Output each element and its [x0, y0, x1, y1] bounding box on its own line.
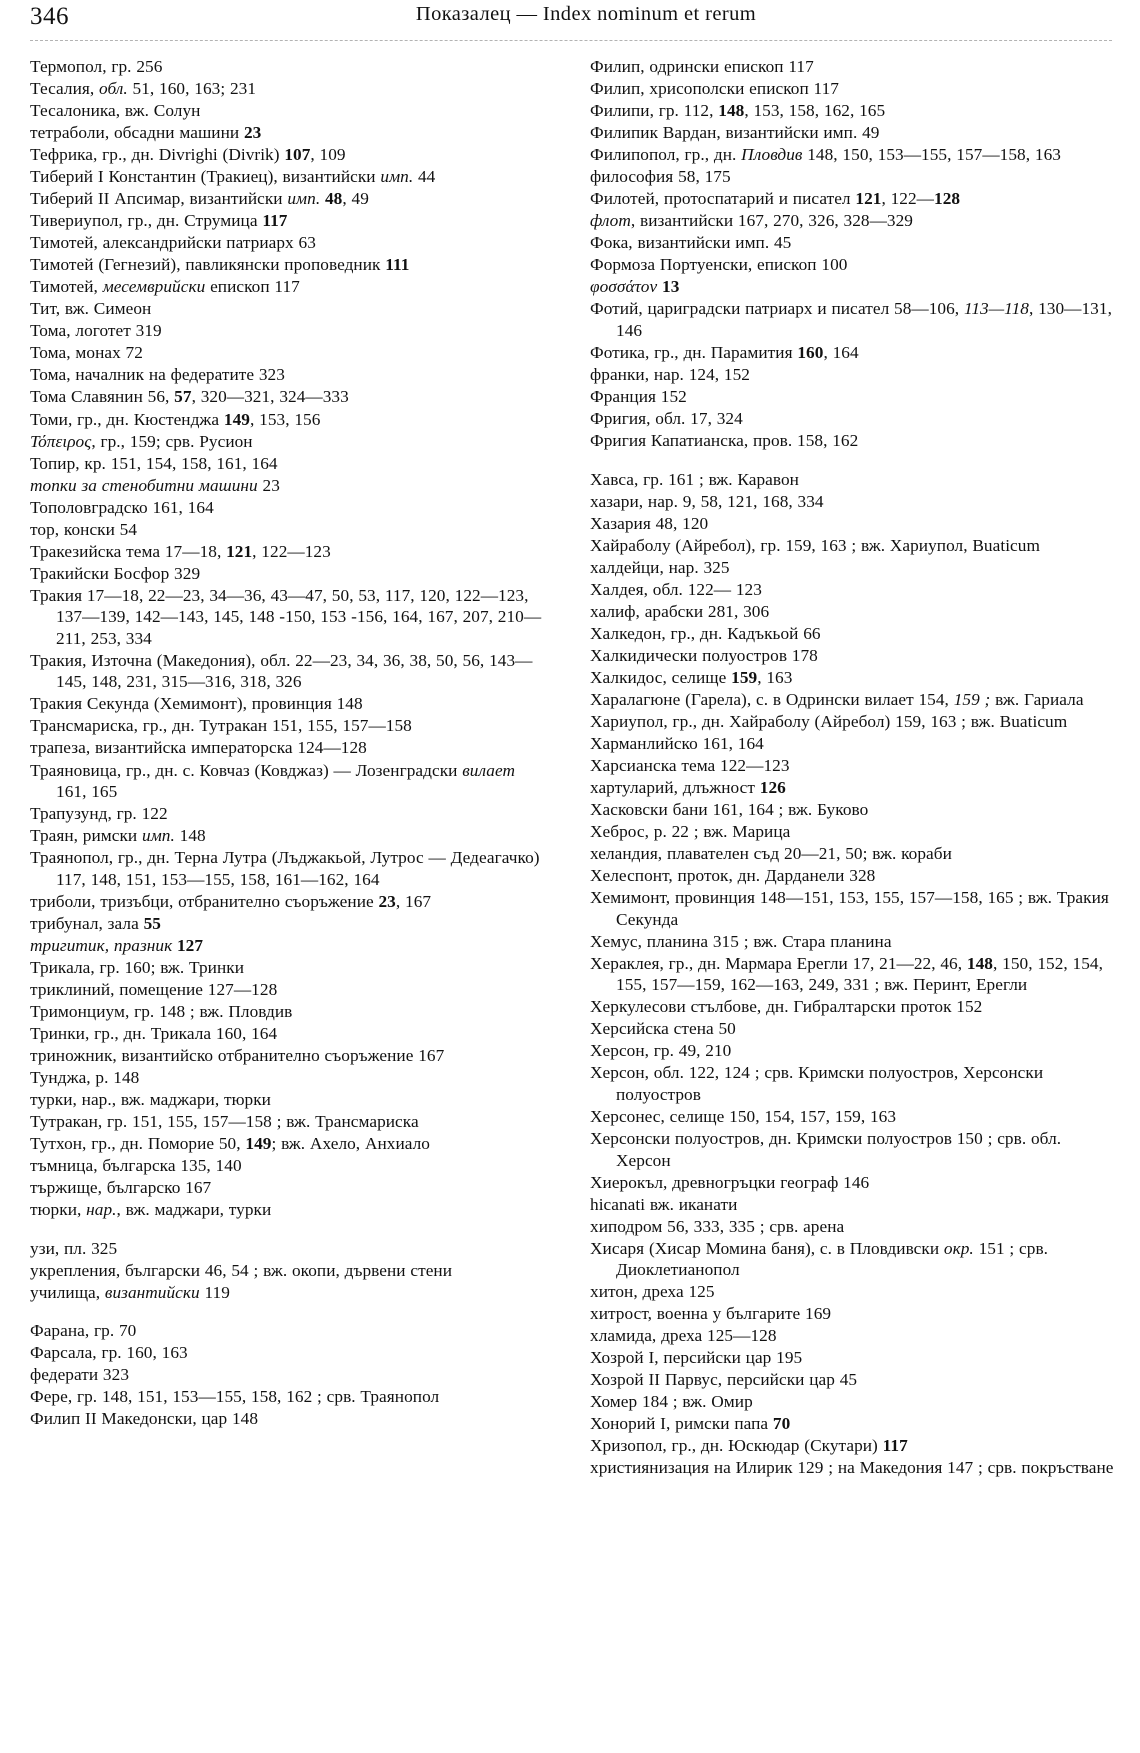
- index-entry: Фригия Капатианска, пров. 158, 162: [590, 431, 859, 451]
- index-entry: Филипик Вардан, византийски имп. 49: [590, 123, 880, 143]
- index-entry: тържище, българско 167: [30, 1178, 212, 1198]
- index-entry: халдейци, нар. 325: [590, 557, 730, 577]
- index-entry: училища, византийски 119: [30, 1282, 230, 1302]
- index-entry: Трансмариска, гр., дн. Тутракан 151, 155, 157—158: [30, 716, 412, 736]
- index-entry: Τόπειρος, гр., 159; срв. Русион: [30, 431, 253, 451]
- index-entry: Халдея, обл. 122— 123: [590, 579, 762, 599]
- index-entry: Фотий, цариградски патриарх и писател 58—106, 113—118, 130—131, 146: [590, 299, 1112, 340]
- index-entry: трибунал, зала 55: [30, 913, 161, 933]
- index-entry: Фарсала, гр. 160, 163: [30, 1343, 188, 1363]
- index-entry: Филотей, протоспатарий и писател 121, 122—128: [590, 189, 961, 209]
- left-column: [30, 56, 572, 1753]
- index-entry: Хазария 48, 120: [590, 513, 709, 533]
- index-entry: триклиний, помещение 127—128: [30, 979, 278, 999]
- index-entry: Хисаря (Хисар Момина баня), с. в Пловдивски окр. 151 ; срв. Диоклетианопол: [590, 1238, 1049, 1280]
- index-entry: Херсон, гр. 49, 210: [590, 1041, 732, 1061]
- index-entry: Филипопол, гр., дн. Пловдив 148, 150, 153—155, 157—158, 163: [590, 145, 1061, 165]
- index-entry: Хавса, гр. 161 ; вж. Каравон: [590, 469, 799, 489]
- index-entry: хазари, нар. 9, 58, 121, 168, 334: [590, 491, 824, 511]
- index-entry: Филип, одрински епископ 117: [590, 57, 814, 76]
- index-entry: Тефрика, гр., дн. Divrighi (Divrik) 107, 109: [30, 145, 346, 165]
- running-title: Показалец — Index nominum et rerum: [415, 3, 757, 25]
- index-entry: триножник, византийско отбранително съоръжение 167: [30, 1045, 445, 1065]
- index-entry: Филипи, гр. 112, 148, 153, 158, 162, 165: [590, 101, 886, 121]
- index-entry: тригитик, празник 127: [30, 935, 204, 955]
- index-entry: хитон, дреха 125: [590, 1282, 715, 1302]
- index-entry: Тракезийска тема 17—18, 121, 122—123: [30, 541, 331, 561]
- page-number: 346: [30, 3, 69, 30]
- index-entry: Филип, хрисополски епископ 117: [590, 79, 839, 99]
- index-entry: Хелеспонт, проток, дн. Дарданели 328: [590, 866, 876, 886]
- index-entry: Тринки, гр., дн. Трикала 160, 164: [30, 1023, 278, 1043]
- index-entry: Тунджа, р. 148: [30, 1067, 140, 1087]
- index-entry: хеландия, плавателен съд 20—21, 50; вж. кораби: [590, 844, 952, 864]
- index-entry: Хонорий I, римски папа 70: [590, 1414, 791, 1434]
- index-entry: Трапузунд, гр. 122: [30, 804, 168, 824]
- index-entry: философия 58, 175: [590, 167, 731, 187]
- index-entry: Халкидически полуостров 178: [590, 645, 818, 665]
- index-entry: Фарана, гр. 70: [30, 1321, 137, 1341]
- index-entry: φοσσάτον 13: [590, 277, 680, 297]
- index-entry: хиподром 56, 333, 335 ; срв. арена: [590, 1216, 845, 1236]
- index-entry: Фере, гр. 148, 151, 153—155, 158, 162 ; срв. Траянопол: [30, 1387, 440, 1407]
- index-entry: Хераклея, гр., дн. Мармара Ерегли 17, 21—22, 46, 148, 150, 152, 154, 155, 157—159, 162—163, 249, 331 ; вж. Перинт, Ерегли: [590, 953, 1103, 995]
- index-entry: Фока, византийски имп. 45: [590, 233, 792, 253]
- index-entry: Трaяновица, гр., дн. с. Ковчаз (Ковджаз) — Лозенградски вилает 161, 165: [30, 760, 515, 802]
- index-entry: Херсонски полуостров, дн. Кримски полуостров 150 ; срв. обл. Херсон: [590, 1129, 1062, 1170]
- index-entry: Тимотей, месемврийски епископ 117: [30, 277, 300, 297]
- index-entry: Тесалоника, вж. Солун: [30, 101, 201, 121]
- index-entry: Томи, гр., дн. Кюстенджа 149, 153, 156: [30, 409, 321, 429]
- index-entry: Хариупол, гр., дн. Хайраболу (Айребол) 159, 163 ; вж. Buaticum: [590, 711, 1068, 731]
- index-entry: Формоза Портуенски, епископ 100: [590, 255, 848, 275]
- index-entry: Херсонес, селище 150, 154, 157, 159, 163: [590, 1106, 897, 1126]
- index-entry: узи, пл. 325: [30, 1238, 118, 1258]
- index-entry: Тракия, Източна (Македония), обл. 22—23, 34, 36, 38, 50, 56, 143—145, 148, 231, 315—316, 318, 326: [30, 650, 533, 692]
- index-entry: флот, византийски 167, 270, 326, 328—329: [590, 211, 913, 231]
- index-entry: халиф, арабски 281, 306: [590, 601, 770, 621]
- index-entry: тетраболи, обсадни машини 23: [30, 123, 262, 143]
- index-entry: Тракия Секунда (Хемимонт), провинция 148: [30, 694, 363, 714]
- index-entry: Тесалия, обл. 51, 160, 163; 231: [30, 79, 257, 99]
- index-entry: триболи, тризъбци, отбранително съоръжение 23, 167: [30, 891, 432, 911]
- index-entry: Тутхон, гр., дн. Поморие 50, 149; вж. Ахело, Анхиало: [30, 1134, 431, 1154]
- index-entry: Хайраболу (Айребол), гр. 159, 163 ; вж. Хариупол, Buaticum: [590, 535, 1040, 555]
- index-entry: Фригия, обл. 17, 324: [590, 409, 743, 428]
- index-entry: укрепления, български 46, 54 ; вж. окопи, дървени стени: [30, 1260, 453, 1280]
- index-entry: Тимотей, александрийски патриарх 63: [30, 233, 316, 253]
- index-entry: Херкулесови стълбове, дн. Гибралтарски проток 152: [590, 997, 983, 1017]
- index-entry: Тивериупол, гр., дн. Струмица 117: [30, 211, 288, 231]
- index-entry: хламида, дреха 125—128: [590, 1326, 777, 1346]
- index-entry: турки, нар., вж. маджари, тюрки: [30, 1089, 271, 1109]
- index-entry: хартуларий, длъжност 126: [590, 778, 786, 797]
- index-entry: тор, конски 54: [30, 519, 138, 539]
- index-entry: Хозрой II Парвус, персийски цар 45: [590, 1370, 858, 1390]
- index-entry: християнизация на Илирик 129 ; на Македония 147 ; срв. покръстване: [590, 1458, 1114, 1478]
- index-entry: Тит, вж. Симеон: [30, 299, 152, 319]
- index-entry: Хозрой I, персийски цар 195: [590, 1348, 803, 1368]
- index-entry: Топир, кр. 151, 154, 158, 161, 164: [30, 453, 278, 473]
- index-entry: Тополовградско 161, 164: [30, 497, 214, 517]
- index-entry: Тома, монах 72: [30, 343, 143, 363]
- index-entry: Хемимонт, провинция 148—151, 153, 155, 157—158, 165 ; вж. Тракия Секунда: [590, 888, 1109, 929]
- index-entry: Хасковски бани 161, 164 ; вж. Буково: [590, 800, 869, 820]
- index-entry: Харсианска тема 122—123: [590, 755, 790, 775]
- index-entry: Херсон, обл. 122, 124 ; срв. Кримски полуостров, Херсонски полуостров: [590, 1063, 1044, 1104]
- index-entry: Харманлийско 161, 164: [590, 733, 764, 753]
- index-entry: Тракийски Босфор 329: [30, 563, 201, 583]
- index-entry: Тиберий I Константин (Тракиец), византийски имп. 44: [30, 167, 436, 187]
- index-entry: федерати 323: [30, 1365, 130, 1385]
- index-entry: hicanati вж. иканати: [590, 1194, 738, 1214]
- index-entry: Фотика, гр., дн. Парамития 160, 164: [590, 342, 859, 362]
- index-entry: Хеброс, р. 22 ; вж. Марица: [590, 822, 791, 842]
- index-entry: Хризопол, гр., дн. Юскюдар (Скутари) 117: [590, 1436, 908, 1456]
- index-entry: тюрки, нар., вж. маджари, турки: [30, 1200, 272, 1220]
- index-entry: трапеза, византийска императорска 124—128: [30, 738, 367, 758]
- index-entry: Тракия 17—18, 22—23, 34—36, 43—47, 50, 53, 117, 120, 122—123, 137—139, 142—143, 145, 148 -150, 153 -156, 164, 167, 207, 210—211, 253, 334: [30, 585, 542, 648]
- index-entry: Тома Славянин 56, 57, 320—321, 324—333: [30, 387, 349, 407]
- index-entry: Хемус, планина 315 ; вж. Стара планина: [590, 931, 892, 951]
- index-entry: Тимотей (Гегнезий), павликянски проповедник 111: [30, 255, 410, 275]
- page-header: [0, 0, 1140, 44]
- index-entry: Тиберий II Апсимар, византийски имп. 48, 49: [30, 189, 369, 209]
- index-entry: Трикала, гр. 160; вж. Тринки: [30, 957, 245, 977]
- index-entry: Тримонциум, гр. 148 ; вж. Пловдив: [30, 1001, 293, 1021]
- index-entry: Филип II Македонски, цар 148: [30, 1409, 259, 1429]
- index-entry: хитрост, военна у българите 169: [590, 1304, 832, 1324]
- index-entry: Харалагюне (Гарела), с. в Одрински вилает 154, 159 ; вж. Гариала: [590, 689, 1084, 709]
- index-entry: Тома, началник на федератите 323: [30, 365, 285, 385]
- index-entry: Халкидос, селище 159, 163: [590, 667, 793, 687]
- index-entry: франки, нар. 124, 152: [590, 364, 750, 384]
- index-entry: Халкедон, гр., дн. Кадъкьой 66: [590, 623, 821, 643]
- index-entry: Траян, римски имп. 148: [30, 826, 206, 846]
- right-column: [572, 56, 1114, 1753]
- index-entry: Траянопол, гр., дн. Терна Лутра (Лъджакьой, Лутрос — Дедеагачко) 117, 148, 151, 153—155, 158, 161—162, 164: [30, 848, 540, 889]
- index-entry: тъмница, българска 135, 140: [30, 1156, 242, 1176]
- index-entry: Хиерокъл, древногръцки географ 146: [590, 1172, 870, 1192]
- index-entry: топки за стенобитни машини 23: [30, 475, 280, 495]
- index-entry: Франция 152: [590, 386, 687, 406]
- index-entry: Термопол, гр. 256: [30, 57, 163, 76]
- index-entry: Тома, логотет 319: [30, 321, 162, 341]
- index-columns: [0, 56, 1140, 1753]
- index-entry: Тутракан, гр. 151, 155, 157—158 ; вж. Трансмариска: [30, 1112, 419, 1131]
- index-entry: Хомер 184 ; вж. Омир: [590, 1392, 753, 1412]
- header-divider: [30, 40, 1112, 41]
- index-entry: Херсийска стена 50: [590, 1019, 736, 1039]
